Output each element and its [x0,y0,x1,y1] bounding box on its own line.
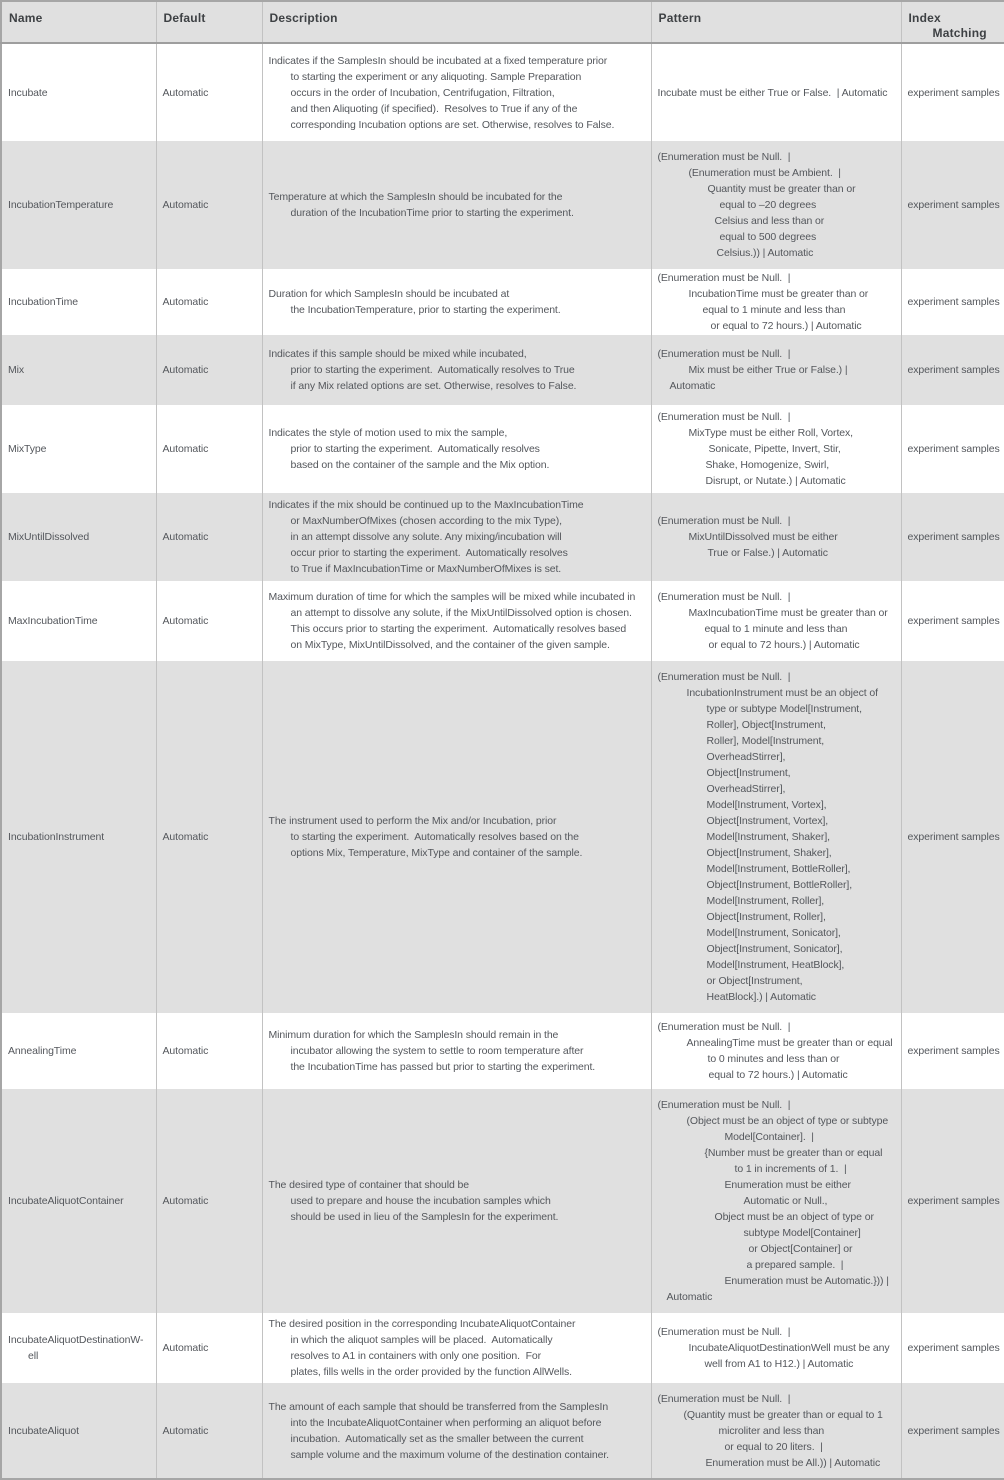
cell-text: Automatic [162,1424,209,1437]
cell-text: experiment samples [907,296,1000,308]
col-header-index-matching [901,1,1004,43]
pattern-cell [651,1089,901,1313]
text-line: to 1 in increments of 1. | [734,1163,847,1175]
text-line: OverheadStirrer], [706,783,786,795]
option-name-cell [1,661,156,1013]
text-line: type or subtype Model[Instrument, [706,703,862,715]
cell-text: experiment samples [907,199,1000,211]
table-row [1,141,1004,269]
table-row [1,493,1004,581]
text-line: Automatic [669,380,716,392]
table-row [1,43,1004,141]
table-row [1,405,1004,493]
default-cell [156,661,262,1013]
default-cell [156,141,262,269]
text-line: the IncubationTemperature, prior to starting the experiment. [290,304,561,316]
description-cell [262,269,651,335]
text-line: (Enumeration must be Null. | [657,411,791,423]
header-label: Matching [932,26,987,40]
cell-text: Automatic [162,615,209,627]
text-line: or equal to 72 hours.) | Automatic [710,320,862,332]
text-line: The instrument used to perform the Mix and/or Incubation, prior [268,815,557,827]
text-line: Object[Instrument, BottleRoller], [706,879,853,891]
description-cell [262,1089,651,1313]
text-line: equal to –20 degrees [719,199,817,211]
text-line: IncubationTime must be greater than or [688,288,869,300]
text-line: Model[Instrument, Sonicator], [706,927,841,939]
text-line: (Enumeration must be Null. | [657,348,791,360]
header-label: Name [9,11,43,25]
text-line: HeatBlock].) | Automatic [706,991,816,1003]
option-name-cell [1,405,156,493]
option-name-cell [1,141,156,269]
default-cell [156,493,262,581]
text-line: to True if MaxIncubationTime or MaxNumberOfMixes is set. [290,563,562,575]
text-line: subtype Model[Container] [743,1227,861,1239]
header-label: Index [908,11,941,25]
text-line: corresponding Incubation options are set. Otherwise, resolves to False. [290,118,615,131]
text-line: equal to 72 hours.) | Automatic [708,1069,848,1081]
text-line: Object[Instrument, [706,767,791,779]
cell-text: experiment samples [907,1424,1000,1437]
text-line: Object[Instrument, Vortex], [706,815,829,827]
text-line: based on the container of the sample and the Mix option. [290,459,550,471]
cell-text: experiment samples [907,1045,1000,1057]
cell-text: Automatic [162,364,209,376]
pattern-cell [651,493,901,581]
text-line: a prepared sample. | [746,1259,844,1271]
text-line: {Number must be greater than or equal [704,1147,883,1159]
default-cell [156,269,262,335]
text-line: Duration for which SamplesIn should be incubated at [268,288,510,300]
default-cell [156,1383,262,1479]
text-line: Indicates the style of motion used to mix the sample, [268,427,508,439]
text-line: options Mix, Temperature, MixType and container of the sample. [290,847,583,859]
text-line: AnnealingTime must be greater than or equal [686,1037,893,1049]
cell-text: experiment samples [907,831,1000,843]
text-line: (Object must be an object of type or subtype [686,1115,889,1127]
text-line: IncubateAliquotDestinationWell must be any [688,1342,890,1354]
text-line: or equal to 20 liters. | [724,1440,823,1453]
text-line: in an attempt dissolve any solute. Any mixing/incubation will [290,531,562,543]
text-line: equal to 1 minute and less than [702,304,846,316]
header-row [1,1,1004,43]
description-cell [262,661,651,1013]
text-line: if any Mix related options are set. Otherwise, resolves to False. [290,380,577,392]
text-line: sample volume and the maximum volume of the destination container. [290,1448,609,1461]
description-cell [262,1383,651,1479]
header-label: Default [163,11,206,25]
text-line: or Object[Instrument, [706,975,803,987]
text-line: Model[Instrument, BottleRoller], [706,863,851,875]
table-row [1,661,1004,1013]
header-label: Pattern [658,11,702,25]
text-line: plates, fills wells in the order provided by the function AllWells. [290,1366,572,1378]
text-line: Indicates if this sample should be mixed while incubated, [268,348,527,360]
table-row [1,269,1004,335]
text-line: Model[Instrument, Vortex], [706,799,827,811]
text-line: or MaxNumberOfMixes (chosen according to the mix Type), [290,515,562,527]
description-cell [262,1013,651,1089]
text-line: (Enumeration must be Null. | [657,1392,791,1405]
table-row [1,581,1004,661]
text-line: Celsius and less than or [714,215,825,227]
text-line: resolves to A1 in containers with only one position. For [290,1350,542,1362]
text-line: Roller], Model[Instrument, [706,735,825,747]
text-line: incubation. Automatically set as the smaller between the current [290,1432,584,1445]
cell-text: experiment samples [907,531,1000,543]
text-line: (Enumeration must be Null. | [657,591,791,603]
text-line: used to prepare and house the incubation samples which [290,1195,551,1207]
text-line: Sonicate, Pipette, Invert, Stir, [708,443,841,455]
text-line: Quantity must be greater than or [707,183,856,195]
index-matching-cell [901,405,1004,493]
text-line: on MixType, MixUntilDissolved, and the container of the given sample. [290,639,610,651]
cell-text: experiment samples [907,1195,1000,1207]
text-line: Enumeration must be All.)) | Automatic [705,1456,881,1469]
cell-text: Automatic [162,86,209,99]
text-line: MixType must be either Roll, Vortex, [688,427,853,439]
default-cell [156,581,262,661]
index-matching-cell [901,581,1004,661]
text-line: Indicates if the SamplesIn should be incubated at a fixed temperature prior [268,54,608,67]
text-line: IncubationInstrument [8,831,105,843]
text-line: MixType [8,443,47,455]
text-line: Enumeration must be Automatic.})) | [724,1275,889,1287]
text-line: prior to starting the experiment. Automatically resolves to True [290,364,575,376]
pattern-cell [651,141,901,269]
option-name-cell [1,581,156,661]
pattern-cell [651,661,901,1013]
pattern-cell [651,1013,901,1089]
default-cell [156,43,262,141]
text-line: and then Aliquoting (if specified). Resolves to True if any of the [290,102,578,115]
text-line: The desired position in the corresponding IncubateAliquotContainer [268,1318,576,1330]
text-line: ell [28,1350,39,1362]
cell-text: Automatic [162,831,209,843]
text-line: The desired type of container that should be [268,1179,469,1191]
text-line: (Enumeration must be Ambient. | [688,167,841,179]
default-cell [156,405,262,493]
option-name-cell [1,335,156,405]
cell-text: experiment samples [907,364,1000,376]
index-matching-cell [901,43,1004,141]
table-row [1,1313,1004,1383]
cell-text: Automatic [162,531,209,543]
option-name-cell [1,1383,156,1479]
default-cell [156,1313,262,1383]
description-cell [262,141,651,269]
text-line: Model[Instrument, Shaker], [706,831,830,843]
text-line: Model[Instrument, HeatBlock], [706,959,845,971]
text-line: Celsius.)) | Automatic [716,247,814,259]
index-matching-cell [901,269,1004,335]
text-line: the IncubationTime has passed but prior to starting the experiment. [290,1061,596,1073]
description-cell [262,1313,651,1383]
index-matching-cell [901,1089,1004,1313]
text-line: Minimum duration for which the SamplesIn should remain in the [268,1029,559,1041]
option-name-cell [1,269,156,335]
cell-text: Automatic [162,1342,209,1354]
cell-text: experiment samples [907,615,1000,627]
text-line: equal to 1 minute and less than [704,623,848,635]
text-line: into the IncubateAliquotContainer when performing an aliquot before [290,1416,602,1429]
text-line: an attempt to dissolve any solute, if the MixUntilDissolved option is chosen. [290,607,632,619]
text-line: (Enumeration must be Null. | [657,1021,791,1033]
header-label: Description [269,11,338,25]
text-line: Object[Instrument, Sonicator], [706,943,843,955]
text-line: in which the aliquot samples will be placed. Automatically [290,1334,553,1346]
index-matching-cell [901,1383,1004,1479]
text-line: MaxIncubationTime must be greater than or [688,607,888,619]
description-cell [262,493,651,581]
option-name-cell [1,1013,156,1089]
text-line: (Enumeration must be Null. | [657,1099,791,1111]
text-line: occur prior to starting the experiment. Automatically resolves [290,547,568,559]
pattern-cell [651,405,901,493]
pattern-cell [651,335,901,405]
pattern-cell [651,269,901,335]
text-line: or equal to 72 hours.) | Automatic [708,639,860,651]
table-row [1,335,1004,405]
default-cell [156,1089,262,1313]
text-line: True or False.) | Automatic [707,547,828,559]
pattern-cell [651,581,901,661]
text-line: (Enumeration must be Null. | [657,272,791,284]
index-matching-cell [901,335,1004,405]
option-name-cell [1,43,156,141]
text-line: (Quantity must be greater than or equal to 1 [683,1408,883,1421]
option-name-cell [1,1089,156,1313]
text-line: MixUntilDissolved must be either [688,531,838,543]
text-line: IncubationInstrument must be an object of [686,687,878,699]
text-line: IncubateAliquotContainer [8,1195,124,1207]
col-header-name [1,1,156,43]
text-line: Incubate must be either True or False. | Automatic [657,86,888,99]
text-line: to starting the experiment. Automatically resolves based on the [290,831,579,843]
text-line: MixUntilDissolved [8,531,90,543]
text-line: occurs in the order of Incubation, Centrifugation, Filtration, [290,86,555,99]
default-cell [156,335,262,405]
text-line: Roller], Object[Instrument, [706,719,826,731]
text-line: Mix must be either True or False.) | [688,364,848,376]
description-cell [262,335,651,405]
text-line: microliter and less than [718,1424,825,1437]
text-line: incubator allowing the system to settle to room temperature after [290,1045,584,1057]
col-header-description [262,1,651,43]
table-body [1,43,1004,1479]
index-matching-cell [901,1313,1004,1383]
text-line: Disrupt, or Nutate.) | Automatic [705,475,846,487]
cell-text: experiment samples [907,1342,1000,1354]
text-line: Model[Instrument, Roller], [706,895,825,907]
pattern-cell [651,1313,901,1383]
text-line: to starting the experiment or any aliquoting. Sample Preparation [290,70,582,83]
cell-text: experiment samples [907,86,1000,99]
text-line: Incubate [8,86,48,99]
pattern-cell [651,1383,901,1479]
text-line: duration of the IncubationTime prior to starting the experiment. [290,207,574,219]
cell-text: Automatic [162,199,209,211]
text-line: equal to 500 degrees [719,231,817,243]
text-line: Mix [8,364,25,376]
description-cell [262,405,651,493]
index-matching-cell [901,661,1004,1013]
text-line: Shake, Homogenize, Swirl, [705,459,830,471]
text-line: Indicates if the mix should be continued up to the MaxIncubationTime [268,499,584,511]
text-line: OverheadStirrer], [706,751,786,763]
text-line: Automatic or Null., [743,1195,828,1207]
pattern-cell [651,43,901,141]
description-cell [262,581,651,661]
text-line: (Enumeration must be Null. | [657,151,791,163]
text-line: IncubationTemperature [8,199,114,211]
text-line: well from A1 to H12.) | Automatic [704,1358,854,1370]
text-line: Object[Instrument, Roller], [706,911,826,923]
text-line: or Object[Container] or [748,1243,853,1255]
table-row [1,1013,1004,1089]
text-line: Model[Container]. | [724,1131,814,1143]
text-line: Maximum duration of time for which the samples will be mixed while incubated in [268,591,636,603]
default-cell [156,1013,262,1089]
text-line: IncubateAliquot [8,1424,79,1437]
text-line: The amount of each sample that should be transferred from the SamplesIn [268,1400,609,1413]
cell-text: Automatic [162,443,209,455]
text-line: Automatic [666,1291,713,1303]
index-matching-cell [901,1013,1004,1089]
text-line: Object must be an object of type or [714,1211,874,1223]
text-line: IncubationTime [8,296,78,308]
cell-text: Automatic [162,296,209,308]
text-line: Enumeration must be either [724,1179,851,1191]
col-header-pattern [651,1,901,43]
text-line: (Enumeration must be Null. | [657,515,791,527]
text-line: This occurs prior to starting the experiment. Automatically resolves based [290,623,627,635]
text-line: Temperature at which the SamplesIn should be incubated for the [268,191,563,203]
cell-text: experiment samples [907,443,1000,455]
text-line: AnnealingTime [8,1045,77,1057]
text-line: (Enumeration must be Null. | [657,1326,791,1338]
text-line: should be used in lieu of the SamplesIn for the experiment. [290,1211,559,1223]
cell-text: Automatic [162,1195,209,1207]
option-name-cell [1,493,156,581]
col-header-default [156,1,262,43]
text-line: Object[Instrument, Shaker], [706,847,832,859]
index-matching-cell [901,141,1004,269]
description-cell [262,43,651,141]
table-row [1,1089,1004,1313]
cell-text: Automatic [162,1045,209,1057]
table-row [1,1383,1004,1479]
text-line: to 0 minutes and less than or [707,1053,840,1065]
option-name-cell [1,1313,156,1383]
text-line: (Enumeration must be Null. | [657,671,791,683]
text-line: IncubateAliquotDestinationW- [8,1334,144,1346]
text-line: prior to starting the experiment. Automatically resolves [290,443,540,455]
index-matching-cell [901,493,1004,581]
text-line: MaxIncubationTime [8,615,98,627]
